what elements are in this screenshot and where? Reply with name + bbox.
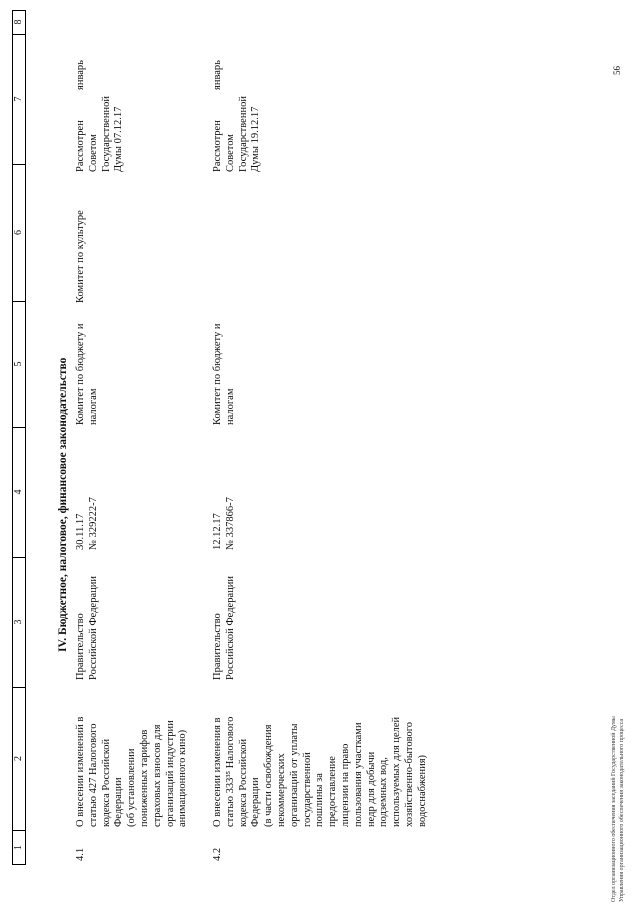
col-number-1: 1	[13, 845, 24, 850]
co-executor-committee: Комитет по культуре	[75, 210, 86, 303]
date-and-number: 12.12.17 № 337866-7	[212, 497, 236, 550]
bill-title: О внесении изменений в статью 427 Налогового кодекса Российской Федерации (об установлении пониженных тарифов страховых взносов для организаций индустрии анимационного кино)	[75, 716, 189, 827]
page-number: 56	[612, 66, 622, 75]
col-number-5: 5	[13, 301, 25, 428]
column-number-header	[12, 10, 26, 865]
col-number-7: 7	[13, 34, 25, 165]
review-status: Рассмотрен Советом Государственной Думы 07.12.17	[75, 96, 125, 172]
col-number-4: 4	[13, 427, 25, 558]
row-number: 4.1	[75, 847, 86, 861]
responsible-committee: Комитет по бюджету и налогам	[75, 323, 99, 425]
planned-month: январь	[212, 60, 223, 90]
footer-department: Отдел организационного обеспечения заседаний Государственной Думы Управления организационного обеспечения законодательного процесса	[611, 716, 625, 902]
planned-month: январь	[75, 60, 86, 90]
col-number-8: 8	[13, 10, 25, 35]
section-title: IV. Бюджетное, налоговое, финансовое законодательство	[57, 357, 69, 652]
initiator: Правительство Российской Федерации	[212, 576, 236, 680]
responsible-committee: Комитет по бюджету и налогам	[212, 323, 236, 425]
col-number-2: 2	[13, 687, 25, 831]
bill-title: О внесении изменения в статью 333³⁵ Налогового кодекса Российской Федерации (в части освобождения некоммерческих организаций от уплаты государственной пошлины за предоставление лицензии на право пользования участками недр для добычи подземных вод, используемых для целей хозяйственно-бытового водоснабжения)	[212, 716, 428, 827]
col-number-6: 6	[13, 164, 25, 302]
col-number-3: 3	[13, 557, 25, 688]
row-number: 4.2	[212, 847, 223, 861]
date-and-number: 30.11.17 № 329222-7	[75, 497, 99, 550]
initiator: Правительство Российской Федерации	[75, 576, 99, 680]
review-status: Рассмотрен Советом Государственной Думы 19.12.17	[212, 96, 262, 172]
